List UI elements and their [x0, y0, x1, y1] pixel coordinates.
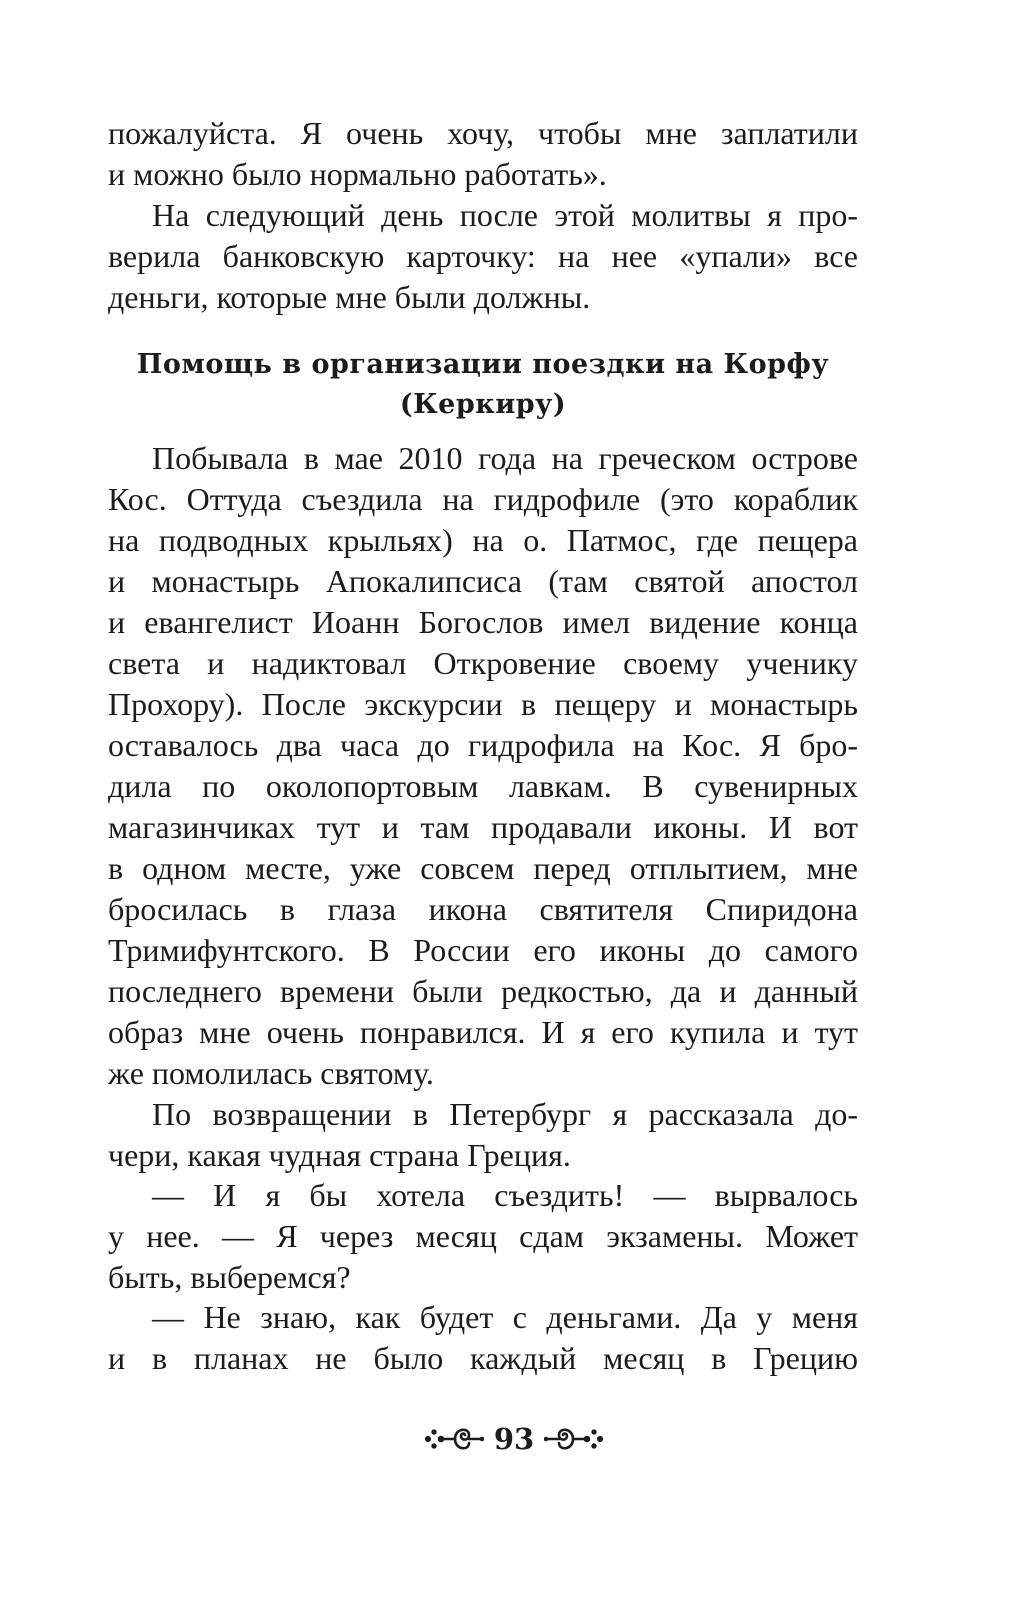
text-line: последнего времени были редкостью, да и данный [108, 973, 858, 1009]
text-line: и монастырь Апокалипсиса (там святой апостол [108, 563, 858, 599]
text-line: Кос. Оттуда съездила на гидрофиле (это кораблик [108, 481, 858, 517]
text-line: По возвращении в Петербург я рассказала до- [152, 1096, 858, 1132]
text-line: Тримифунтского. В России его иконы до самого [108, 932, 858, 968]
text-line: в одном месте, уже совсем перед отплытием, мне [108, 850, 858, 886]
paragraph-3 [108, 438, 858, 1094]
text-line: же помолилась святому. [108, 1055, 434, 1091]
text-line: и можно было нормально работать». [108, 156, 607, 192]
paragraph-4 [108, 1094, 858, 1176]
paragraph-1 [108, 113, 858, 195]
text-line: Побывала в мае 2010 года на греческом острове [152, 440, 858, 476]
text-line: быть, выберемся? [108, 1259, 351, 1295]
text-line: — И я бы хотела съездить! — вырвалось [152, 1177, 858, 1213]
floral-ornament-icon [424, 1423, 484, 1455]
text-line: оставалось два часа до гидрофила на Кос. Я бро- [108, 727, 858, 763]
section-heading [108, 345, 858, 425]
page-footer [0, 1416, 1028, 1462]
text-line: на подводных крыльях) на о. Патмос, где пещера [108, 522, 858, 558]
floral-ornament-icon [544, 1423, 604, 1455]
text-line: магазинчиках тут и там продавали иконы. И вот [108, 809, 858, 845]
text-line: у нее. — Я через месяц сдам экзамены. Может [108, 1218, 858, 1254]
text-line: деньги, которые мне были должны. [108, 279, 591, 315]
text-line: света и надиктовал Откровение своему ученику [108, 645, 858, 681]
page-number: 93 [493, 1422, 535, 1456]
paragraph-2 [108, 195, 858, 318]
text-line: и в планах не было каждый месяц в Грецию [108, 1340, 858, 1376]
text-line: образ мне очень понравился. И я его купила и тут [108, 1014, 858, 1050]
heading-line: Помощь в организации поездки на Корфу [136, 349, 830, 380]
text-line: На следующий день после этой молитвы я про- [152, 197, 858, 233]
text-line: и евангелист Иоанн Богослов имел видение конца [108, 604, 858, 640]
text-line: верила банковскую карточку: на нее «упали» все [108, 238, 858, 274]
text-line: Прохору). После экскурсии в пещеру и монастырь [108, 686, 858, 722]
text-line: — Не знаю, как будет с деньгами. Да у меня [152, 1299, 858, 1335]
text-line: чери, какая чудная страна Греция. [108, 1137, 571, 1173]
dialogue-2 [108, 1297, 858, 1379]
text-line: пожалуйста. Я очень хочу, чтобы мне заплатили [108, 115, 858, 151]
dialogue-1 [108, 1175, 858, 1298]
text-line: бросилась в глаза икона святителя Спиридона [108, 891, 858, 927]
text-line: дила по околопортовым лавкам. В сувенирных [108, 768, 858, 804]
heading-line: (Керкиру) [399, 389, 567, 420]
